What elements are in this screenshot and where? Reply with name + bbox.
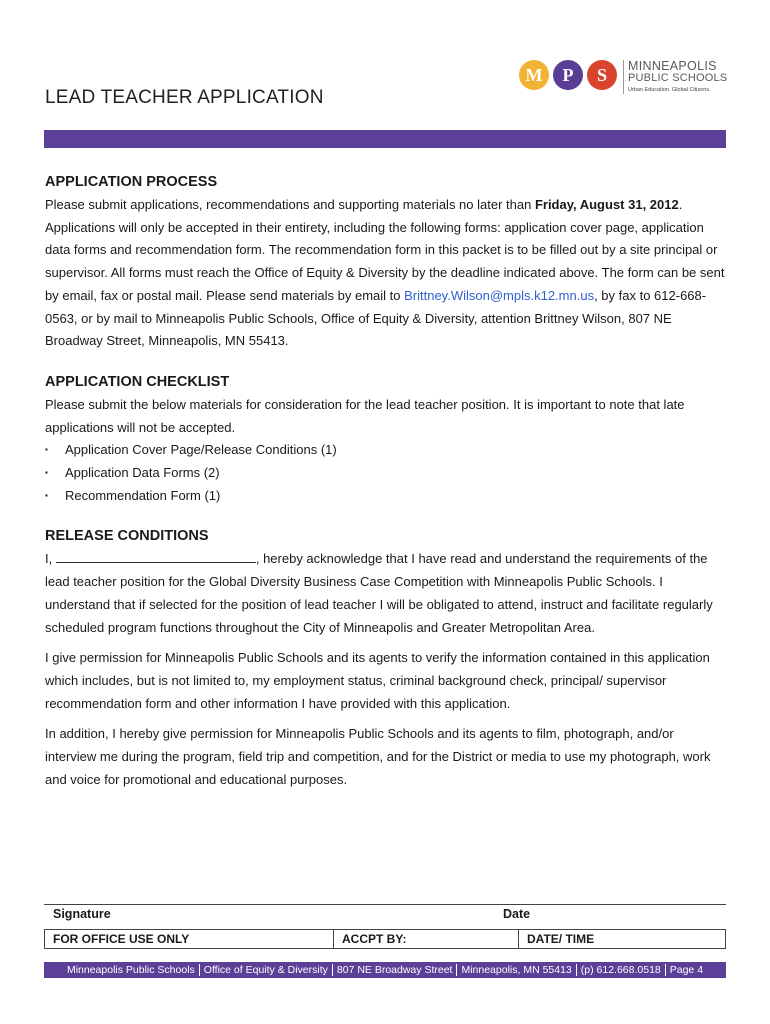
- footer-city: Minneapolis, MN 55413: [461, 964, 572, 976]
- application-process-heading: APPLICATION PROCESS: [45, 174, 218, 190]
- office-use-label: FOR OFFICE USE ONLY: [45, 930, 334, 948]
- name-blank-field[interactable]: [56, 549, 256, 563]
- release-para-3: In addition, I hereby give permission for Minneapolis Public Schools and its agents to film, photograph, and/or interview me during the program, field trip and competition, and for the District or media to use my photograph, work and voice for promotional and educational purposes.: [45, 726, 711, 787]
- logo-tagline: Urban Education. Global Citizens.: [628, 87, 711, 93]
- release-para-1-start: I,: [45, 551, 56, 567]
- office-use-table: [44, 929, 726, 949]
- logo-s-circle: S: [587, 60, 617, 90]
- bullet-icon: ▪: [45, 490, 48, 500]
- release-conditions-heading: RELEASE CONDITIONS: [45, 528, 209, 545]
- release-para-2: I give permission for Minneapolis Public Schools and its agents to verify the information contained in this application which includes, but is not limited to, my employment status, criminal background check, principal/ supervisor recommendation form and other information I have provided with this application.: [45, 650, 710, 711]
- application-process-text: [45, 194, 727, 353]
- checklist-intro: Please submit the below materials for consideration for the lead teacher position. It is important to note that late applications will not be accepted.: [45, 396, 685, 435]
- footer-bar: [44, 962, 726, 978]
- bullet-icon: ▪: [45, 445, 48, 455]
- application-checklist-section: [45, 372, 727, 508]
- header-accent-bar: [44, 130, 726, 148]
- accepted-by-cell[interactable]: ACCPT BY:: [334, 930, 519, 948]
- date-label: Date: [503, 907, 531, 921]
- process-text-3: , by fax to 612-668-0563, or by mail to Minneapolis Public Schools, Office of Equity & Diversity, attention Brittney Wilson, 807 NE Broadway Street, Minneapolis, MN 55413.: [45, 287, 707, 349]
- footer-office: Office of Equity & Diversity: [203, 964, 328, 976]
- logo-p-circle: P: [553, 60, 583, 90]
- signature-line[interactable]: [44, 904, 726, 905]
- logo-divider: [623, 60, 624, 94]
- footer-address: 807 NE Broadway Street: [336, 964, 453, 976]
- process-text-2: . Applications will only be accepted in their entirety, including the following forms: application cover page, application data forms and recommendation form. The recommendation form in this packet is to be filled out by a site principal or supervisor. All forms must reach the Office of Equity & Diversity by the deadline indicated above. The form can be sent by email, fax or postal mail. Please send materials by email to: [45, 197, 725, 303]
- checklist-item: [45, 439, 727, 462]
- logo-text-line1: MINNEAPOLIS: [628, 59, 717, 73]
- checklist-item-label: Recommendation Form (1): [65, 487, 221, 503]
- checklist-item-label: Application Data Forms (2): [65, 465, 220, 481]
- footer-phone: (p) 612.668.0518: [580, 964, 661, 976]
- checklist: [45, 439, 727, 507]
- signature-label: Signature: [53, 907, 111, 921]
- footer-page-number: Page 4: [669, 964, 704, 976]
- logo-m-circle: M: [519, 60, 549, 90]
- release-para-1-rest: , hereby acknowledge that I have read and understand the requirements of the lead teacher position for the Global Diversity Business Case Competition with Minneapolis Public Schools. I understand that if selected for the position of lead teacher I will be obligated to attend, instruct and facilitate regularly scheduled program functions throughout the City of Minneapolis and Greater Metropolitan Area.: [45, 551, 713, 635]
- bullet-icon: ▪: [45, 468, 48, 478]
- application-process-section: [45, 172, 727, 353]
- checklist-item-label: Application Cover Page/Release Conditions (1): [65, 442, 337, 458]
- mps-logo: [519, 59, 728, 96]
- logo-text-line2: PUBLIC SCHOOLS: [628, 72, 728, 84]
- footer-org: Minneapolis Public Schools: [66, 964, 195, 976]
- email-link[interactable]: Brittney.Wilson@mpls.k12.mn.us: [404, 287, 595, 303]
- release-conditions-section: [45, 526, 727, 791]
- release-para-1: [45, 548, 727, 639]
- date-time-cell[interactable]: DATE/ TIME: [527, 932, 595, 946]
- deadline-date: Friday, August 31, 2012: [534, 197, 679, 212]
- page-title: LEAD TEACHER APPLICATION: [45, 87, 324, 108]
- checklist-item: [45, 485, 727, 508]
- application-checklist-heading: APPLICATION CHECKLIST: [45, 373, 230, 390]
- checklist-item: [45, 462, 727, 485]
- process-text-1: Please submit applications, recommendations and supporting materials no later than: [45, 197, 535, 212]
- document-body: [45, 172, 727, 791]
